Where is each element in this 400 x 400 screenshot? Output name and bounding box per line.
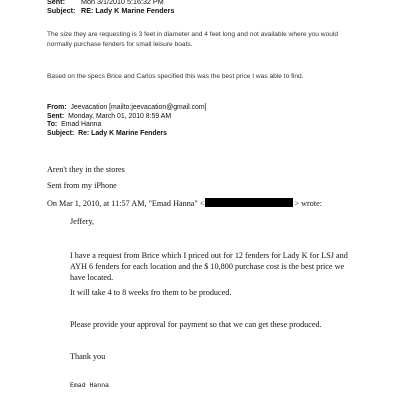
request-paragraph: I have a request from Brice which I priced out for 12 fenders for Lady K for LSJ and AYH 6 fenders for each location and the $ 10,800 purchase cost is the best price we have located. bbox=[70, 251, 348, 282]
forwarded-to-label: To: bbox=[47, 121, 58, 129]
forwarded-to-value: Emad Hanna bbox=[61, 121, 102, 129]
thanks-line: Thank you bbox=[70, 352, 106, 361]
reply-sent-value: Mon 3/1/2010 5:16:32 PM bbox=[81, 0, 164, 6]
forwarded-from-value: Jeevacation [mailto:jeevacation@gmail.com] bbox=[70, 104, 207, 111]
reply-subject-value: RE: Lady K Marine Fenders bbox=[81, 6, 175, 15]
forwarded-to-row bbox=[47, 121, 207, 130]
salutation: Jeffery, bbox=[70, 217, 95, 226]
quoted-intro-prefix: On Mar 1, 2010, at 11:57 AM, "Emad Hanna" < bbox=[47, 199, 205, 208]
reply-subject-row bbox=[47, 6, 174, 15]
quoted-intro-suffix: > wrote: bbox=[294, 199, 323, 208]
forwarded-from-label: From: bbox=[47, 104, 67, 111]
forwarded-subject-row bbox=[47, 130, 207, 139]
quoted-intro-line bbox=[47, 198, 322, 209]
forwarded-from-row bbox=[47, 104, 207, 113]
production-time-paragraph: It will take 4 to 8 weeks fro them to be produced. bbox=[70, 288, 232, 297]
forwarded-sent-value: Monday, March 01, 2010 8:59 AM bbox=[68, 112, 172, 120]
signature: Emad Hanna bbox=[70, 382, 110, 389]
forwarded-sent-row bbox=[47, 113, 207, 122]
forwarded-subject-value: Re: Lady K Marine Fenders bbox=[78, 129, 167, 137]
forwarded-subject-label: Subject: bbox=[47, 129, 75, 137]
reply-sent-label: Sent: bbox=[47, 0, 65, 6]
forwarded-header bbox=[47, 104, 207, 138]
reply-paragraph-price: Based on the specs Brice and Carlos specified this was the best price I was able to find. bbox=[47, 73, 304, 80]
forwarded-sent-label: Sent: bbox=[47, 112, 65, 120]
approval-paragraph: Please provide your approval for payment so that we can get these produced. bbox=[70, 320, 322, 329]
reply-subject-label: Subject: bbox=[47, 6, 76, 15]
sent-from-line: Sent from my iPhone bbox=[47, 181, 117, 190]
redaction-bar bbox=[205, 198, 293, 207]
reply-paragraph-size: The size they are requesting is 3 feet in diameter and 4 feet long and not available where you would normally purchase fenders for small leisure boats. bbox=[47, 31, 339, 48]
question-line: Aren't they in the stores bbox=[47, 165, 125, 174]
reply-header bbox=[47, 0, 174, 15]
